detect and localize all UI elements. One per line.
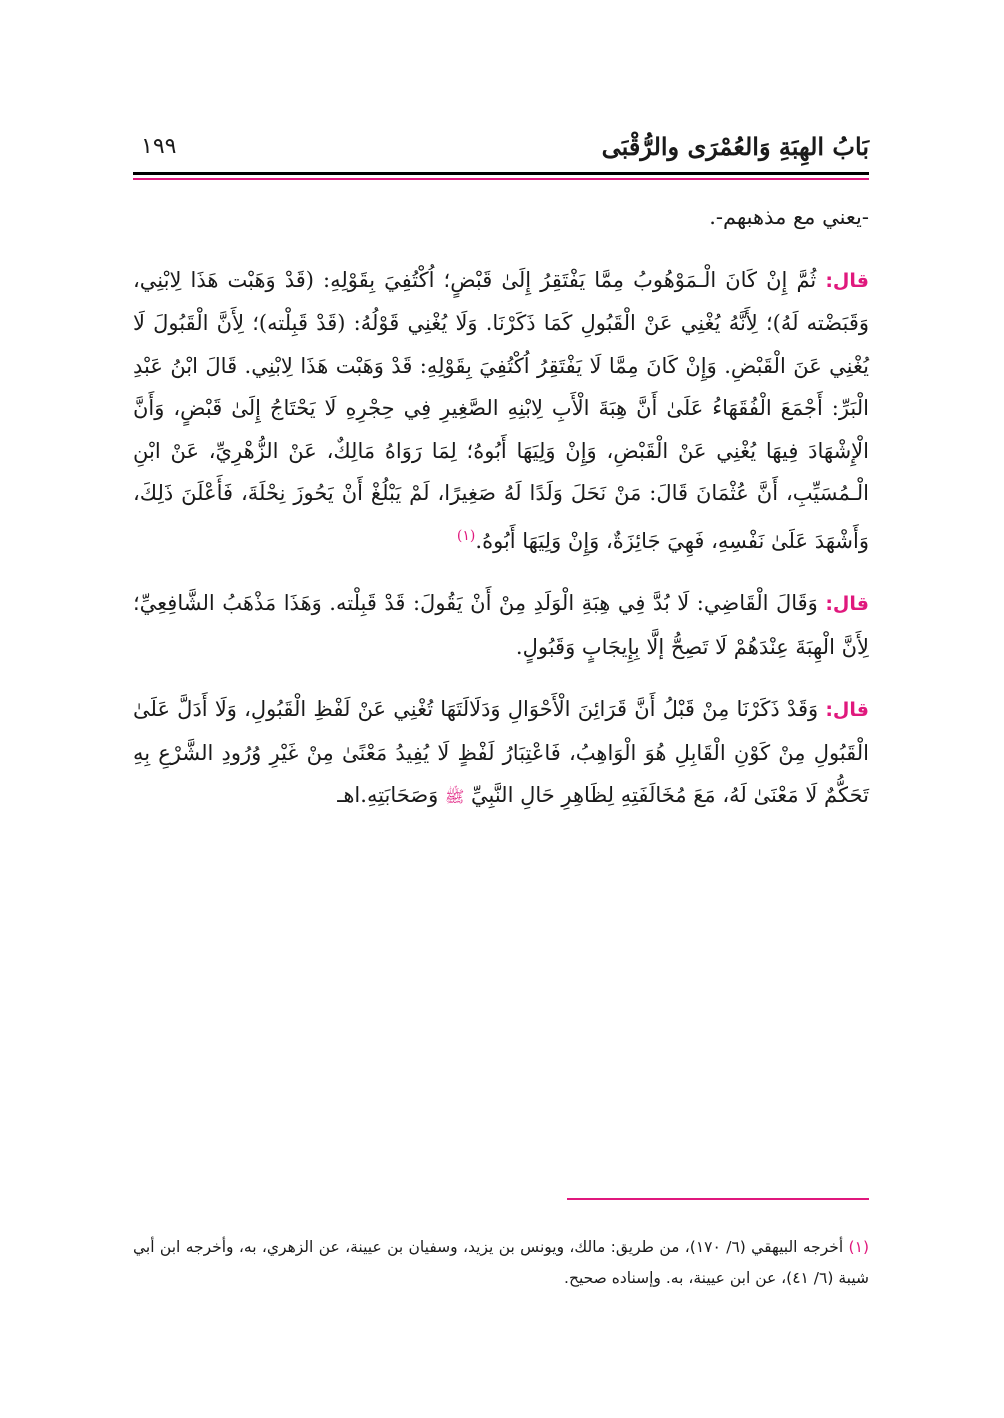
footnote-text: أخرجه البيهقي (٦/ ١٧٠)، من طريق: مالك، ويونس بن يزيد، وسفيان بن عيينة، عن الزهري، به، وأخرجه ابن أبي شيبة (٦/ ٤١)، عن ابن عيينة، به. وإسناده صحيح. (133, 1238, 869, 1287)
footnotes (133, 1232, 869, 1294)
main-text (133, 196, 869, 839)
header-rule-accent (133, 178, 869, 180)
paragraph-intro (133, 196, 869, 239)
paragraph-text: وَقَدْ ذَكَرْنَا مِنْ قَبْلُ أَنَّ قَرَائِنَ الْأَحْوَالِ وَدَلَالَتَهَا تُغْنِي عَنْ لَفْظِ الْقَبُولِ، وَلَا أَدَلَّ عَلَىٰ الْقَبُولِ مِنْ كَوْنِ الْقَابِلِ هُوَ الْوَاهِبُ، فَاعْتِبَارُ لَفْظٍ لَا يُفِيدُ مَعْنًىٰ مِنْ غَيْرِ وُرُودِ الشَّرْعِ بِهِ تَحَكُّمٌ لَا مَعْنَىٰ لَهُ، مَعَ مُخَالَفَتِهِ لِظَاهِرِ حَالِ النَّبِيِّ (133, 697, 869, 807)
paragraph-text: وَقَالَ الْقَاضِي: لَا بُدَّ فِي هِبَةِ الْوَلَدِ مِنْ أَنْ يَقُولَ: قَدْ قَبِلْته. وَهَذَا مَذْهَبُ الشَّافِعِيِّ؛ لِأَنَّ الْهِبَةَ عِنْدَهُمْ لَا تَصِحُّ إلَّا بِإِيجَابٍ وَقَبُولٍ. (133, 591, 869, 659)
header-rule-thick (133, 172, 869, 175)
paragraph-text: -يعني مع مذهبهم-. (709, 205, 869, 229)
qal-label: قال: (825, 593, 869, 615)
qal-label: قال: (825, 699, 869, 721)
paragraph-text-end: وَصَحَابَتِهِ.اهـ (337, 783, 445, 807)
paragraph-3 (133, 688, 869, 819)
footnote-separator (567, 1198, 869, 1200)
qal-label: قال: (825, 269, 869, 292)
paragraph-2 (133, 582, 869, 668)
footnote-number: (١) (848, 1238, 869, 1256)
footnote-reference[interactable]: (١) (456, 527, 476, 544)
page-number: ١٩٩ (141, 134, 177, 159)
salawat-glyph: ﷺ (444, 787, 465, 806)
footnote-1 (133, 1232, 869, 1294)
page-header (133, 128, 869, 168)
chapter-title: بَابُ الهِبَةِ وَالعُمْرَى والرُّقْبَى (601, 132, 869, 161)
paragraph-1 (133, 259, 869, 563)
paragraph-text: ثُمَّ إِنْ كَانَ الْـمَوْهُوبُ مِمَّا يَفْتَقِرُ إِلَىٰ قَبْضٍ؛ اُكْتُفِيَ بِقَوْلِهِ: (قَدْ وَهَبْت هَذَا لِابْنِي، وَقَبَضْته لَهُ)؛ لِأَنَّهُ يُغْنِي عَنْ الْقَبُولِ كَمَا ذَكَرْنَا. وَلَا يُغْنِي قَوْلُهُ: (قَدْ قَبِلْته)؛ لِأَنَّ الْقَبُولَ لَا يُغْنِي عَنَ الْقَبْضِ. وَإِنْ كَانَ مِمَّا لَا يَفْتَقِرُ اُكْتُفِيَ بِقَوْلِهِ: قَدْ وَهَبْت هَذَا لِابْنِي. قَالَ ابْنُ عَبْدِ الْبَرِّ: أَجْمَعَ الْفُقَهَاءُ عَلَىٰ أَنَّ هِبَةَ الْأَبِ لِابْنِهِ الصَّغِيرِ فِي حِجْرِهِ لَا يَحْتَاجُ إِلَىٰ قَبْضٍ، وَأَنَّ الْإِشْهَادَ فِيهَا يُغْنِي عَنْ الْقَبْضِ، وَإِنْ وَلِيَهَا أَبُوهُ؛ لِمَا رَوَاهُ مَالِكٌ، عَنْ الزُّهْرِيِّ، عَنْ ابْنِ الْـمُسَيِّبِ، أَنَّ عُثْمَانَ قَالَ: مَنْ نَحَلَ وَلَدًا لَهُ صَغِيرًا، لَمْ يَبْلُغْ أَنْ يَحُوزَ نِحْلَةَ، فَأَعْلَنَ ذَلِكَ، وَأَشْهَدَ عَلَىٰ نَفْسِهِ، فَهِيَ جَائِزَةٌ، وَإِنْ وَلِيَهَا أَبُوهُ. (133, 267, 869, 553)
